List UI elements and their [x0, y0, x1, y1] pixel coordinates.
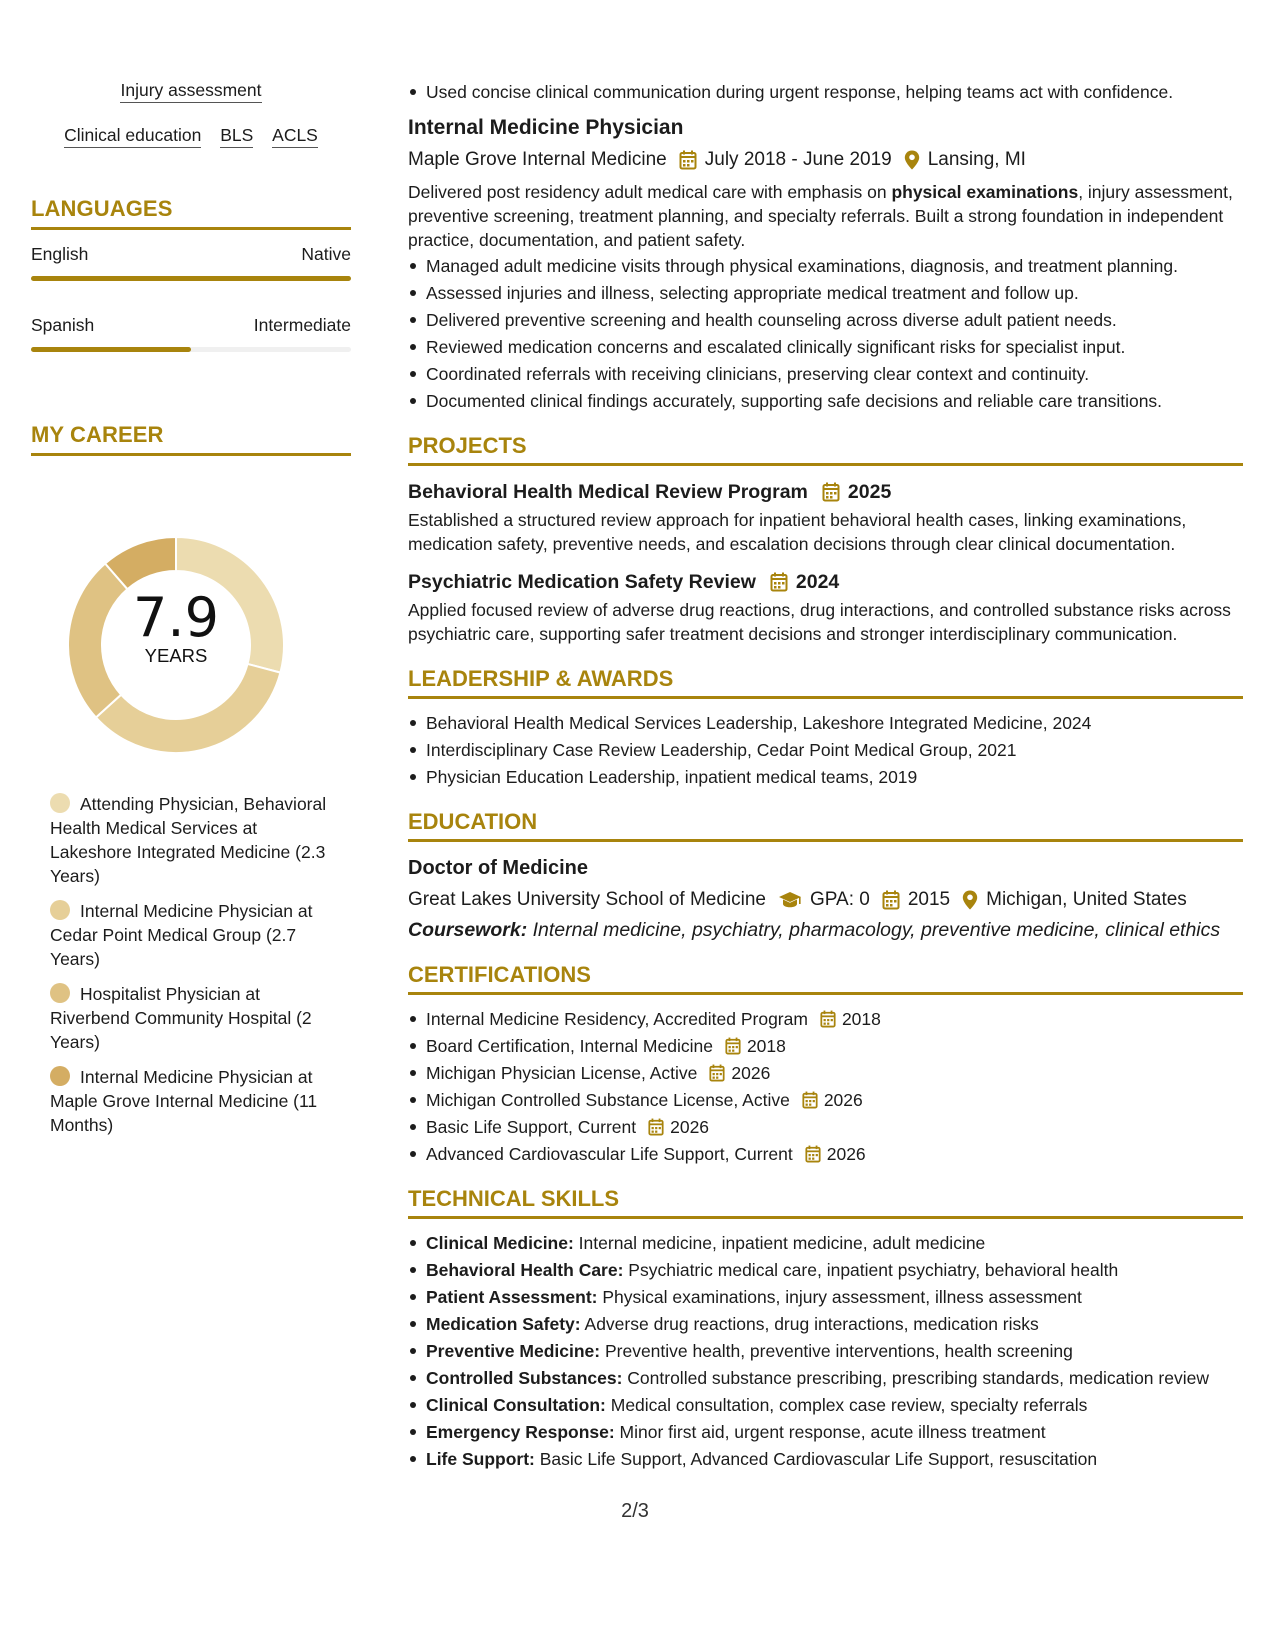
project-title-row	[408, 478, 1243, 506]
language-bar	[31, 347, 351, 352]
skill-text: Minor first aid, urgent response, acute illness treatment	[614, 1422, 1046, 1442]
language-name: English	[31, 244, 89, 264]
education-location: Michigan, United States	[986, 889, 1187, 910]
page-number: 2/3	[621, 1500, 649, 1522]
certification-year: 2026	[826, 1144, 866, 1164]
certification-year: 2026	[670, 1117, 710, 1137]
projects-heading: PROJECTS	[408, 433, 1243, 466]
certification-item	[408, 1061, 1243, 1085]
degree-title: Doctor of Medicine	[408, 857, 589, 879]
legend-label: Internal Medicine Physician at Maple Grove Internal Medicine (11 Months)	[50, 1067, 318, 1135]
job-bullet: Documented clinical findings accurately, supporting safe decisions and reliable care transitions.	[408, 389, 1243, 413]
calendar-icon	[820, 1010, 836, 1028]
calendar-icon	[805, 1145, 821, 1163]
skill-text: Medical consultation, complex case review, specialty referrals	[605, 1395, 1088, 1415]
location-pin-icon	[962, 890, 978, 910]
career-legend-item	[50, 899, 330, 971]
certification-item	[408, 1142, 1243, 1166]
certification-year-group	[725, 1034, 786, 1058]
leadership-heading: LEADERSHIP & AWARDS	[408, 666, 1243, 699]
calendar-icon	[648, 1118, 664, 1136]
legend-label: Internal Medicine Physician at Cedar Point Medical Group (2.7 Years)	[50, 901, 313, 969]
job-dates: July 2018 - June 2019	[704, 149, 892, 170]
job-bullet: Assessed injuries and illness, selecting appropriate medical treatment and follow up.	[408, 281, 1243, 305]
education-year: 2015	[907, 889, 951, 910]
career-total: 7.9	[133, 586, 219, 649]
legend-label: Attending Physician, Behavioral Health Medical Services at Lakeshore Integrated Medicine (2.3 Years)	[50, 794, 327, 886]
certification-name: Internal Medicine Residency, Accredited Program	[426, 1009, 808, 1029]
certification-item	[408, 1088, 1243, 1112]
project-year: 2025	[847, 481, 892, 503]
job-meta	[408, 146, 1243, 174]
certification-name: Basic Life Support, Current	[426, 1117, 637, 1137]
skill-item	[408, 1312, 1243, 1336]
skill-item	[408, 1339, 1243, 1363]
certifications-heading: CERTIFICATIONS	[408, 962, 1243, 995]
school-name: Great Lakes University School of Medicine	[408, 889, 766, 910]
job-bullet: Coordinated referrals with receiving clinicians, preserving clear context and continuity.	[408, 362, 1243, 386]
certification-item	[408, 1115, 1243, 1139]
skill-item	[408, 1258, 1243, 1282]
experience-bullet: Used concise clinical communication during urgent response, helping teams act with confidence.	[408, 80, 1243, 104]
skill-label: Medication Safety:	[426, 1314, 581, 1334]
certification-year: 2026	[823, 1090, 863, 1110]
certification-item	[408, 1007, 1243, 1031]
languages-heading: LANGUAGES	[31, 196, 351, 230]
job-location: Lansing, MI	[927, 149, 1026, 170]
job-bullets	[408, 254, 1243, 413]
career-donut-segment	[96, 664, 280, 753]
calendar-icon	[822, 482, 840, 502]
skill-label: Clinical Medicine:	[426, 1233, 574, 1253]
legend-dot	[50, 1066, 70, 1086]
skill-label: Preventive Medicine:	[426, 1341, 601, 1361]
job-bullet: Delivered preventive screening and health counseling across diverse adult patient needs.	[408, 308, 1243, 332]
calendar-icon	[802, 1091, 818, 1109]
education-year-group	[882, 886, 950, 914]
skill-item	[408, 1393, 1243, 1417]
job-bullet: Reviewed medication concerns and escalated clinically significant risks for specialist input.	[408, 335, 1243, 359]
calendar-icon	[709, 1064, 725, 1082]
career-legend-item	[50, 1065, 330, 1137]
certification-name: Michigan Controlled Substance License, Active	[426, 1090, 790, 1110]
certification-item	[408, 1034, 1243, 1058]
tag-row-1	[31, 80, 351, 103]
job-title: Internal Medicine Physician	[408, 116, 684, 139]
calendar-icon	[725, 1037, 741, 1055]
leadership-item: Interdisciplinary Case Review Leadership, Cedar Point Medical Group, 2021	[408, 738, 1243, 762]
education-meta	[408, 886, 1243, 914]
legend-label: Hospitalist Physician at Riverbend Community Hospital (2 Years)	[50, 984, 312, 1052]
certification-year: 2018	[841, 1009, 881, 1029]
experience-lead-bullets	[408, 80, 1243, 104]
skill-text: Controlled substance prescribing, prescribing standards, medication review	[622, 1368, 1209, 1388]
career-unit: YEARS	[144, 645, 208, 666]
project-year: 2024	[795, 571, 840, 593]
certification-year: 2018	[746, 1036, 786, 1056]
project-year-group	[770, 568, 839, 596]
certification-year-group	[709, 1061, 770, 1085]
education-heading: EDUCATION	[408, 809, 1243, 842]
skill-text: Adverse drug reactions, drug interactions, medication risks	[580, 1314, 1039, 1334]
leadership-list	[408, 711, 1243, 789]
legend-dot	[50, 793, 70, 813]
certification-year-group	[805, 1142, 866, 1166]
language-bar-fill	[31, 347, 191, 352]
language-level: Intermediate	[253, 315, 351, 335]
skill-text: Psychiatric medical care, inpatient psychiatry, behavioral health	[623, 1260, 1119, 1280]
job-summary-text: Delivered post residency adult medical care with emphasis on	[408, 182, 892, 202]
legend-dot	[50, 900, 70, 920]
certification-name: Michigan Physician License, Active	[426, 1063, 698, 1083]
calendar-icon	[882, 890, 900, 910]
project-year-group	[822, 478, 891, 506]
language-item	[31, 242, 351, 281]
education-location-group	[962, 886, 1187, 914]
leadership-item: Behavioral Health Medical Services Leadership, Lakeshore Integrated Medicine, 2024	[408, 711, 1243, 735]
job-summary-bold: physical examinations	[891, 182, 1079, 202]
certification-name: Advanced Cardiovascular Life Support, Current	[426, 1144, 793, 1164]
tag-row-2	[31, 125, 351, 148]
skill-tag: Injury assessment	[120, 80, 261, 103]
skill-item	[408, 1231, 1243, 1255]
skill-tag: Clinical education	[64, 125, 201, 148]
skill-item	[408, 1366, 1243, 1390]
job-bullet: Managed adult medicine visits through physical examinations, diagnosis, and treatment planning.	[408, 254, 1243, 278]
career-legend-item	[50, 792, 330, 888]
skill-item	[408, 1447, 1243, 1471]
job-company: Maple Grove Internal Medicine	[408, 149, 667, 170]
gpa: GPA: 0	[810, 889, 870, 910]
skill-text: Basic Life Support, Advanced Cardiovascular Life Support, resuscitation	[534, 1449, 1098, 1469]
job-location-group	[904, 146, 1026, 174]
job-dates-group	[679, 146, 892, 174]
gpa-group	[778, 886, 870, 914]
skill-item	[408, 1420, 1243, 1444]
skill-text: Preventive health, preventive interventions, health screening	[600, 1341, 1073, 1361]
skill-label: Patient Assessment:	[426, 1287, 598, 1307]
leadership-item: Physician Education Leadership, inpatient medical teams, 2019	[408, 765, 1243, 789]
skill-label: Controlled Substances:	[426, 1368, 623, 1388]
certification-name: Board Certification, Internal Medicine	[426, 1036, 713, 1056]
calendar-icon	[679, 150, 697, 170]
language-bar	[31, 276, 351, 281]
career-legend-item	[50, 982, 330, 1054]
career-heading: MY CAREER	[31, 422, 351, 456]
skill-label: Behavioral Health Care:	[426, 1260, 624, 1280]
certification-year-group	[648, 1115, 709, 1139]
certification-year-group	[802, 1088, 863, 1112]
skill-label: Life Support:	[426, 1449, 535, 1469]
language-item	[31, 313, 351, 352]
skill-text: Physical examinations, injury assessment, illness assessment	[597, 1287, 1082, 1307]
job-summary-text: , injury assessment, preventive screening, treatment planning, and specialty referrals. Built a strong foundation in independent practice, documentation, and patient safety.	[408, 182, 1233, 250]
project-title: Psychiatric Medication Safety Review	[408, 571, 756, 593]
certification-year: 2026	[731, 1063, 771, 1083]
legend-dot	[50, 983, 70, 1003]
skill-tag: BLS	[220, 125, 253, 148]
coursework-text: Internal medicine, psychiatry, pharmacology, preventive medicine, clinical ethics	[527, 919, 1221, 941]
skill-text: Internal medicine, inpatient medicine, adult medicine	[573, 1233, 986, 1253]
language-bar-fill	[31, 276, 351, 281]
skills-heading: TECHNICAL SKILLS	[408, 1186, 1243, 1219]
skills-list	[408, 1231, 1243, 1471]
project-title-row	[408, 568, 1243, 596]
project-description: Applied focused review of adverse drug reactions, drug interactions, and controlled substance risks across psychiatric care, supporting safer treatment decisions and stronger interdisciplinary communication.	[408, 600, 1231, 644]
left-column	[31, 80, 351, 468]
skill-label: Clinical Consultation:	[426, 1395, 606, 1415]
certifications-list	[408, 1007, 1243, 1166]
coursework	[408, 918, 1243, 942]
project-title: Behavioral Health Medical Review Program	[408, 481, 808, 503]
calendar-icon	[770, 572, 788, 592]
skill-item	[408, 1285, 1243, 1309]
job-summary	[408, 180, 1243, 252]
location-pin-icon	[904, 150, 920, 170]
project-description: Established a structured review approach for inpatient behavioral health cases, linking examinations, medication safety, preventive needs, and escalation decisions through clear clinical documentation.	[408, 510, 1187, 554]
coursework-label: Coursework:	[408, 919, 528, 941]
skill-tag: ACLS	[272, 125, 318, 148]
language-level: Native	[301, 244, 351, 264]
skill-label: Emergency Response:	[426, 1422, 615, 1442]
graduation-cap-icon	[778, 891, 802, 909]
career-legend	[50, 792, 330, 1148]
right-column	[408, 80, 1243, 1474]
certification-year-group	[820, 1007, 881, 1031]
language-name: Spanish	[31, 315, 95, 335]
